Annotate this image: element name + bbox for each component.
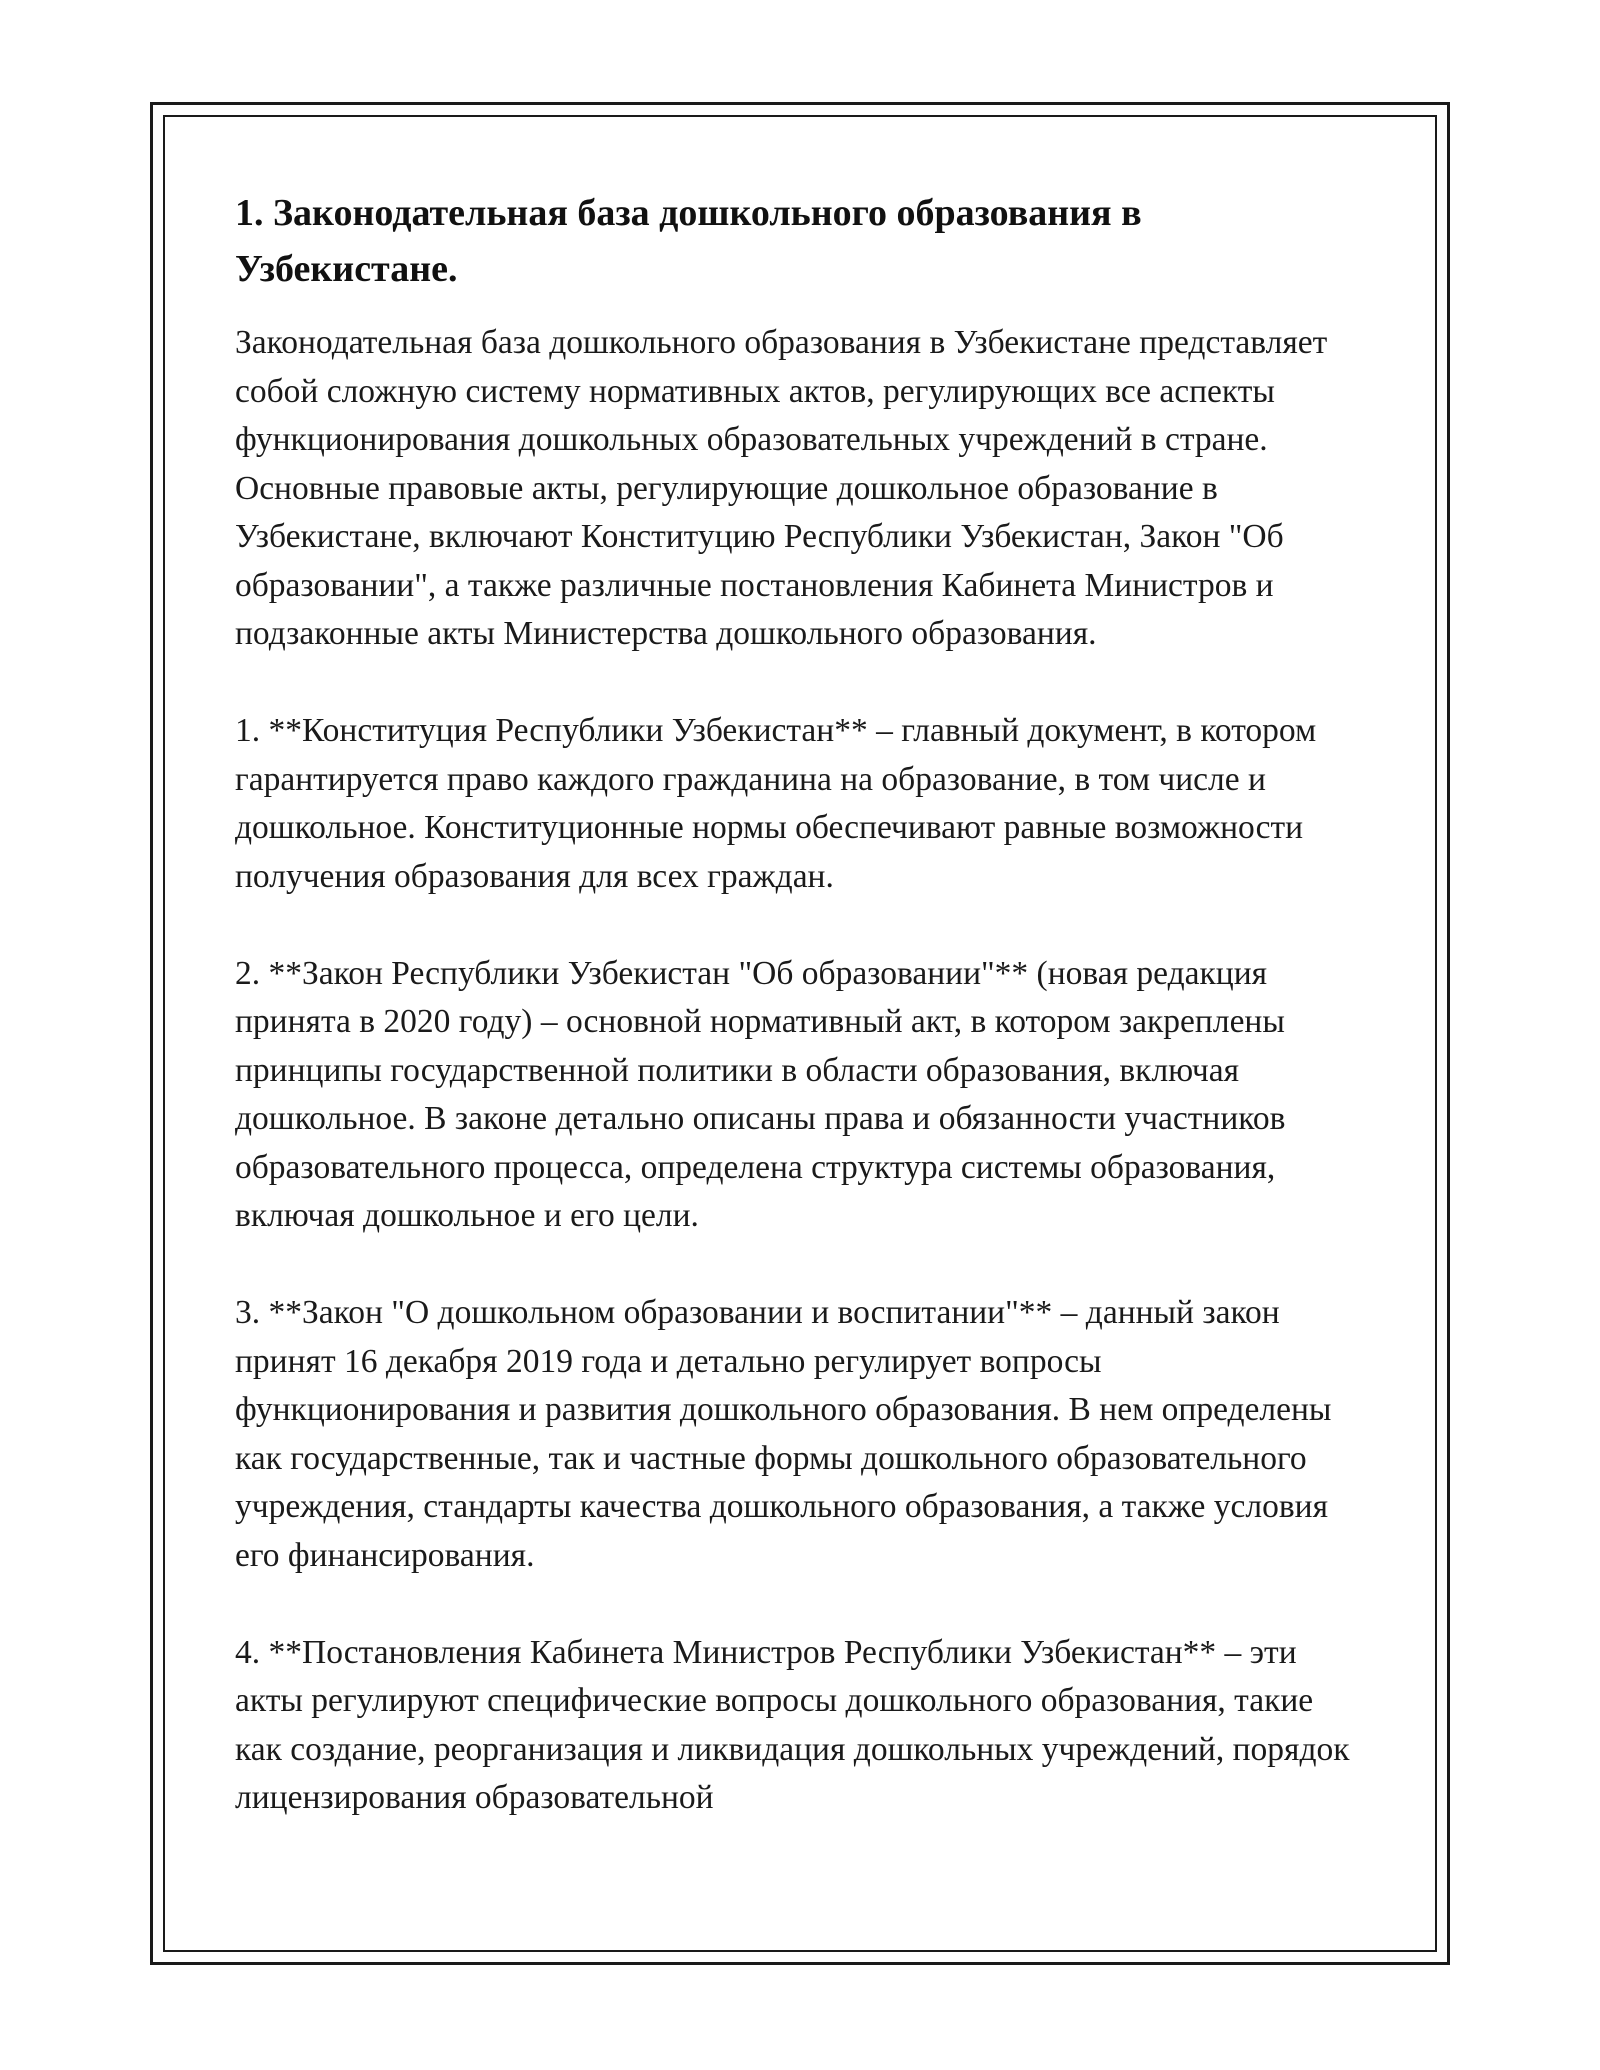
intro-paragraph: Законодательная база дошкольного образования в Узбекистане представляет собой сложную систему нормативных актов, регулирующих все аспекты функционирования дошкольных образовательных учреждений в стране. Основные правовые акты, регулирующие дошкольное образование в Узбекистане, включают Конституцию Республики Узбекистан, Закон "Об образовании", а также различные постановления Кабинета Министров и подзаконные акты Министерства дошкольного образования. xyxy=(235,324,1328,652)
list-item-preschool-law: 3. **Закон "О дошкольном образовании и воспитании"** – данный закон принят 16 декабря 2019 года и детально регулирует вопросы функционирования и развития дошкольного образования. В нем определены как государственные, так и частные формы дошкольного образовательного учреждения, стандарты качества дошкольного образования, а также условия его финансирования. xyxy=(235,1294,1332,1574)
section-heading: 1. Законодательная база дошкольного образования в Узбекистане. xyxy=(235,192,1142,290)
list-item-cabinet-resolutions: 4. **Постановления Кабинета Министров Республики Узбекистан** – эти акты регулируют специфические вопросы дошкольного образования, такие как создание, реорганизация и ликвидация дошкольных учреждений, порядок лицензирования образовательной xyxy=(235,1633,1350,1816)
list-item-constitution: 1. **Конституция Республики Узбекистан** – главный документ, в котором гарантируется право каждого гражданина на образование, в том числе и дошкольное. Конституционные нормы обеспечивают равные возможности получения образования для всех граждан. xyxy=(235,712,1317,895)
document-body xyxy=(235,185,1365,1871)
list-item-education-law: 2. **Закон Республики Узбекистан "Об образовании"** (новая редакция принята в 2020 году) – основной нормативный акт, в котором закреплены принципы государственной политики в области образования, включая дошкольное. В законе детально описаны права и обязанности участников образовательного процесса, определена структура системы образования, включая дошкольное и его цели. xyxy=(235,954,1286,1234)
